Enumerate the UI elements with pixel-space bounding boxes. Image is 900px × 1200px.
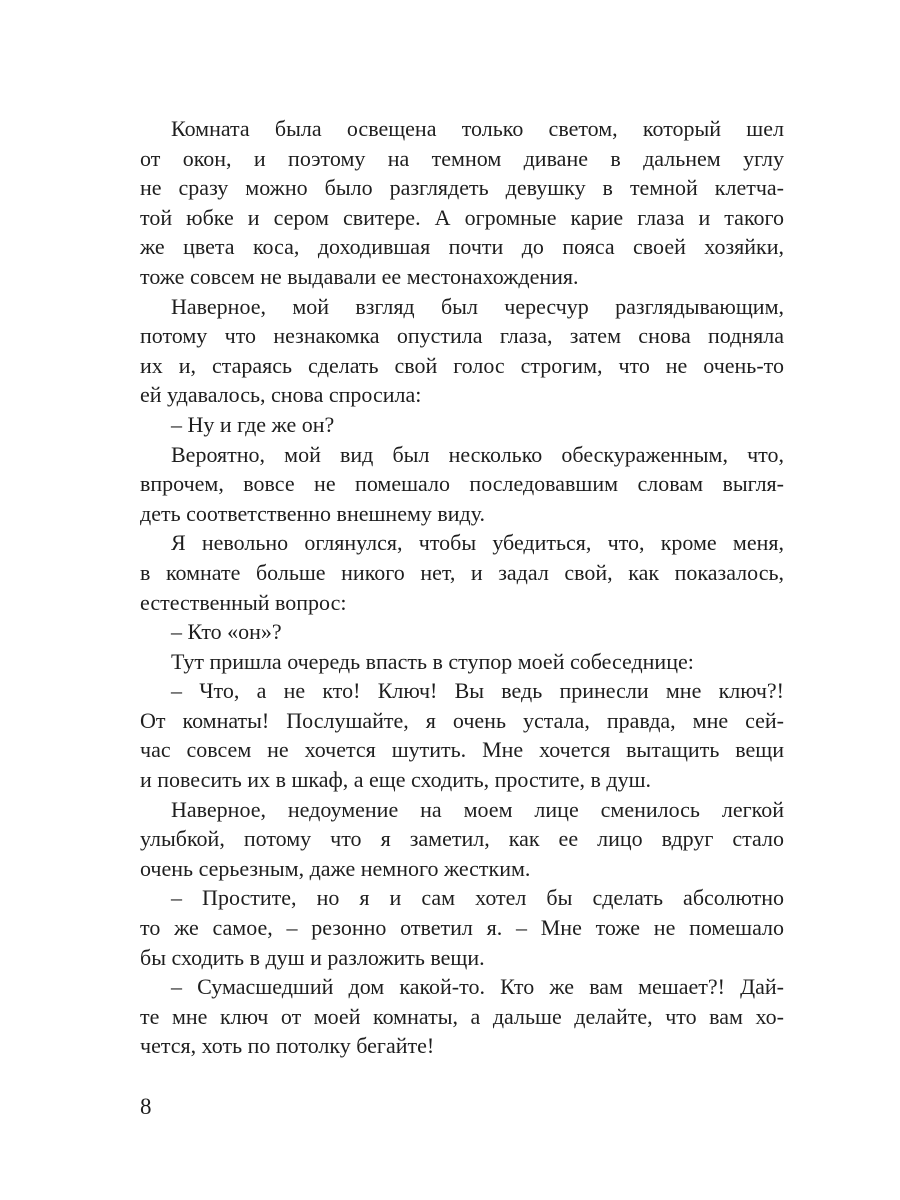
paragraph [140,528,784,617]
page-number: 8 [140,1094,152,1119]
text-line: – Ну и где же он? [171,411,335,437]
text-line: впрочем, вовсе не помешало последовавшим словам выгля- [140,471,784,497]
paragraph [140,795,784,884]
paragraph [140,292,784,410]
text-line: их и, стараясь сделать свой голос строгим, что не очень-то [140,352,784,378]
text-line: потому что незнакомка опустила глаза, затем снова подняла [140,323,784,349]
text-line: – Кто «он»? [171,619,282,645]
paragraph [140,440,784,529]
text-line: – Что, а не кто! Ключ! Вы ведь принесли мне ключ?! [171,678,784,704]
text-line: чется, хоть по потолку бегайте! [140,1033,435,1059]
paragraph [140,676,784,794]
body-text [140,114,784,1061]
text-line: Я невольно оглянулся, чтобы убедиться, что, кроме меня, [171,530,784,556]
text-line: той юбке и сером свитере. А огромные карие глаза и такого [140,204,784,230]
text-line: Наверное, недоумение на моем лице сменилось легкой [171,796,784,822]
paragraph [140,617,784,647]
text-line: деть соответственно внешнему виду. [140,500,486,526]
paragraph [140,883,784,972]
text-line: – Простите, но я и сам хотел бы сделать абсолютно [171,885,784,911]
text-line: час совсем не хочется шутить. Мне хочется вытащить вещи [140,737,784,763]
text-line: в комнате больше никого нет, и задал свой, как показалось, [140,559,784,585]
text-line: бы сходить в душ и разложить вещи. [140,944,485,970]
text-line: Комната была освещена только светом, который шел [171,116,784,141]
text-line: те мне ключ от моей комнаты, а дальше делайте, что вам хо- [140,1003,784,1029]
text-line: от окон, и поэтому на темном диване в дальнем углу [140,145,784,171]
text-line: то же самое, – резонно ответил я. – Мне тоже не помешало [140,915,784,941]
text-line: и повесить их в шкаф, а еще сходить, простите, в душ. [140,767,652,793]
text-line: тоже совсем не выдавали ее местонахождения. [140,263,579,289]
text-line: От комнаты! Послушайте, я очень устала, правда, мне сей- [140,707,784,733]
paragraph [140,114,784,292]
text-line: ей удавалось, снова спросила: [140,382,422,408]
text-line: Вероятно, мой вид был несколько обескураженным, что, [171,441,784,467]
paragraph [140,410,784,440]
text-line: Тут пришла очередь впасть в ступор моей собеседнице: [171,648,694,674]
text-line: естественный вопрос: [140,589,347,615]
paragraph [140,972,784,1061]
text-line: не сразу можно было разглядеть девушку в темной клетча- [140,175,784,201]
text-line: же цвета коса, доходившая почти до пояса своей хозяйки, [140,234,784,260]
text-line: Наверное, мой взгляд был чересчур разглядывающим, [171,293,784,319]
text-line: очень серьезным, даже немного жестким. [140,855,531,881]
text-line: улыбкой, потому что я заметил, как ее лицо вдруг стало [140,826,784,852]
text-line: – Сумасшедший дом какой-то. Кто же вам мешает?! Дай- [171,974,784,1000]
paragraph [140,647,784,677]
